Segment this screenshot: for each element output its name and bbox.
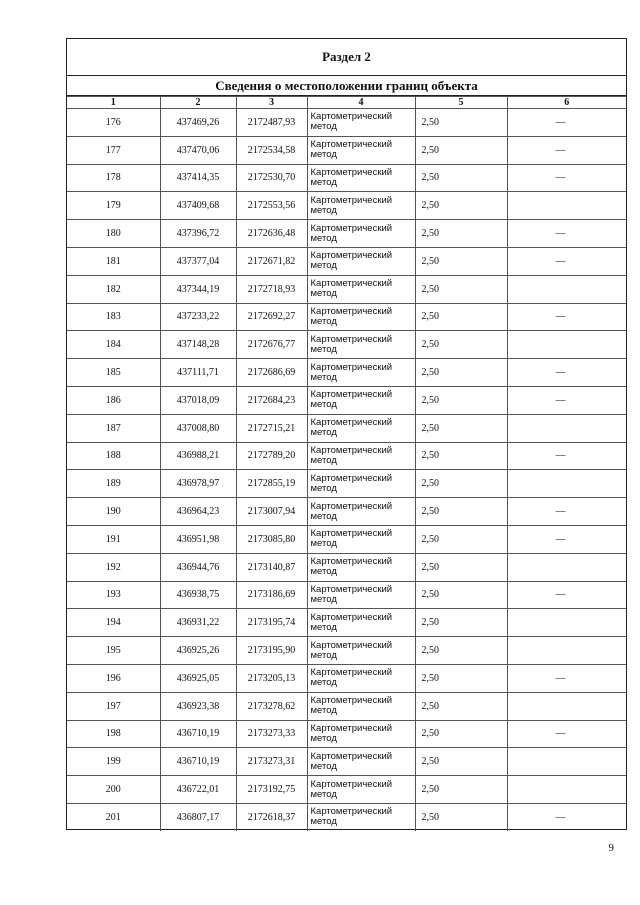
y-coordinate-cell: 2173195,74 [236, 609, 307, 637]
y-coordinate-cell: 2172618,37 [236, 803, 307, 830]
method-cell: Картометрический метод [307, 525, 415, 553]
accuracy-cell: 2,50 [415, 692, 507, 720]
column-header: 3 [236, 97, 307, 109]
method-cell: Картометрический метод [307, 386, 415, 414]
table-row [67, 220, 626, 248]
accuracy-cell: 2,50 [415, 192, 507, 220]
note-cell: — [507, 303, 626, 331]
y-coordinate-cell: 2172684,23 [236, 386, 307, 414]
method-cell: Картометрический метод [307, 275, 415, 303]
table-row [67, 386, 626, 414]
point-number-cell: 183 [67, 303, 160, 331]
table-row [67, 275, 626, 303]
table-row [67, 303, 626, 331]
note-cell [507, 470, 626, 498]
y-coordinate-cell: 2172487,93 [236, 109, 307, 137]
y-coordinate-cell: 2173192,75 [236, 776, 307, 804]
accuracy-cell: 2,50 [415, 220, 507, 248]
point-number-cell: 190 [67, 498, 160, 526]
y-coordinate-cell: 2172692,27 [236, 303, 307, 331]
x-coordinate-cell: 437469,26 [160, 109, 236, 137]
accuracy-cell: 2,50 [415, 748, 507, 776]
page-number: 9 [608, 842, 614, 854]
table-subtitle: Сведения о местоположении границ объекта [67, 76, 626, 96]
method-cell: Картометрический метод [307, 331, 415, 359]
column-header: 5 [415, 97, 507, 109]
point-number-cell: 194 [67, 609, 160, 637]
x-coordinate-cell: 436925,26 [160, 637, 236, 665]
y-coordinate-cell: 2173205,13 [236, 664, 307, 692]
note-cell: — [507, 359, 626, 387]
note-cell: — [507, 720, 626, 748]
x-coordinate-cell: 436722,01 [160, 776, 236, 804]
accuracy-cell: 2,50 [415, 331, 507, 359]
point-number-cell: 200 [67, 776, 160, 804]
point-number-cell: 201 [67, 803, 160, 830]
x-coordinate-cell: 437377,04 [160, 247, 236, 275]
table-row [67, 776, 626, 804]
point-number-cell: 191 [67, 525, 160, 553]
y-coordinate-cell: 2172715,21 [236, 414, 307, 442]
method-cell: Картометрический метод [307, 748, 415, 776]
method-cell: Картометрический метод [307, 442, 415, 470]
note-cell: — [507, 664, 626, 692]
point-number-cell: 186 [67, 386, 160, 414]
method-cell: Картометрический метод [307, 109, 415, 137]
accuracy-cell: 2,50 [415, 525, 507, 553]
note-cell [507, 692, 626, 720]
note-cell: — [507, 136, 626, 164]
note-cell [507, 776, 626, 804]
point-number-cell: 189 [67, 470, 160, 498]
note-cell [507, 192, 626, 220]
point-number-cell: 199 [67, 748, 160, 776]
method-cell: Картометрический метод [307, 220, 415, 248]
y-coordinate-cell: 2172676,77 [236, 331, 307, 359]
y-coordinate-cell: 2173140,87 [236, 553, 307, 581]
method-cell: Картометрический метод [307, 359, 415, 387]
accuracy-cell: 2,50 [415, 414, 507, 442]
y-coordinate-cell: 2172530,70 [236, 164, 307, 192]
y-coordinate-cell: 2172855,19 [236, 470, 307, 498]
y-coordinate-cell: 2173278,62 [236, 692, 307, 720]
table-row [67, 692, 626, 720]
y-coordinate-cell: 2172718,93 [236, 275, 307, 303]
accuracy-cell: 2,50 [415, 442, 507, 470]
note-cell: — [507, 220, 626, 248]
x-coordinate-cell: 437148,28 [160, 331, 236, 359]
note-cell: — [507, 109, 626, 137]
x-coordinate-cell: 436710,19 [160, 748, 236, 776]
point-number-cell: 184 [67, 331, 160, 359]
x-coordinate-cell: 436944,76 [160, 553, 236, 581]
method-cell: Картометрический метод [307, 498, 415, 526]
method-cell: Картометрический метод [307, 692, 415, 720]
table-row [67, 331, 626, 359]
note-cell [507, 637, 626, 665]
y-coordinate-cell: 2173273,33 [236, 720, 307, 748]
method-cell: Картометрический метод [307, 581, 415, 609]
point-number-cell: 179 [67, 192, 160, 220]
x-coordinate-cell: 437233,22 [160, 303, 236, 331]
column-header: 6 [507, 97, 626, 109]
note-cell: — [507, 247, 626, 275]
method-cell: Картометрический метод [307, 776, 415, 804]
x-coordinate-cell: 436938,75 [160, 581, 236, 609]
document-frame [66, 38, 627, 830]
point-number-cell: 187 [67, 414, 160, 442]
accuracy-cell: 2,50 [415, 136, 507, 164]
y-coordinate-cell: 2172789,20 [236, 442, 307, 470]
section-title: Раздел 2 [67, 39, 626, 76]
x-coordinate-cell: 437008,80 [160, 414, 236, 442]
method-cell: Картометрический метод [307, 553, 415, 581]
table-row [67, 637, 626, 665]
point-number-cell: 181 [67, 247, 160, 275]
column-header: 1 [67, 97, 160, 109]
accuracy-cell: 2,50 [415, 553, 507, 581]
note-cell [507, 275, 626, 303]
x-coordinate-cell: 436988,21 [160, 442, 236, 470]
note-cell [507, 414, 626, 442]
y-coordinate-cell: 2173273,31 [236, 748, 307, 776]
x-coordinate-cell: 436951,98 [160, 525, 236, 553]
table-row [67, 247, 626, 275]
y-coordinate-cell: 2172636,48 [236, 220, 307, 248]
column-header: 4 [307, 97, 415, 109]
point-number-cell: 197 [67, 692, 160, 720]
table-row [67, 164, 626, 192]
y-coordinate-cell: 2172686,69 [236, 359, 307, 387]
y-coordinate-cell: 2172534,58 [236, 136, 307, 164]
accuracy-cell: 2,50 [415, 581, 507, 609]
point-number-cell: 176 [67, 109, 160, 137]
x-coordinate-cell: 436978,97 [160, 470, 236, 498]
table-row [67, 803, 626, 830]
table-row [67, 664, 626, 692]
accuracy-cell: 2,50 [415, 247, 507, 275]
y-coordinate-cell: 2173195,90 [236, 637, 307, 665]
point-number-cell: 185 [67, 359, 160, 387]
x-coordinate-cell: 436925,05 [160, 664, 236, 692]
boundary-coordinates-table [67, 96, 626, 831]
x-coordinate-cell: 437018,09 [160, 386, 236, 414]
accuracy-cell: 2,50 [415, 303, 507, 331]
note-cell [507, 748, 626, 776]
method-cell: Картометрический метод [307, 164, 415, 192]
point-number-cell: 196 [67, 664, 160, 692]
x-coordinate-cell: 436923,38 [160, 692, 236, 720]
x-coordinate-cell: 436710,19 [160, 720, 236, 748]
x-coordinate-cell: 436964,23 [160, 498, 236, 526]
accuracy-cell: 2,50 [415, 470, 507, 498]
point-number-cell: 198 [67, 720, 160, 748]
table-row [67, 136, 626, 164]
note-cell [507, 609, 626, 637]
method-cell: Картометрический метод [307, 664, 415, 692]
table-row [67, 609, 626, 637]
x-coordinate-cell: 437111,71 [160, 359, 236, 387]
method-cell: Картометрический метод [307, 637, 415, 665]
column-number-row [67, 97, 626, 109]
method-cell: Картометрический метод [307, 470, 415, 498]
method-cell: Картометрический метод [307, 247, 415, 275]
point-number-cell: 192 [67, 553, 160, 581]
accuracy-cell: 2,50 [415, 275, 507, 303]
note-cell: — [507, 442, 626, 470]
point-number-cell: 178 [67, 164, 160, 192]
point-number-cell: 195 [67, 637, 160, 665]
x-coordinate-cell: 436807,17 [160, 803, 236, 830]
note-cell [507, 331, 626, 359]
table-row [67, 498, 626, 526]
x-coordinate-cell: 437409,68 [160, 192, 236, 220]
note-cell: — [507, 498, 626, 526]
accuracy-cell: 2,50 [415, 359, 507, 387]
y-coordinate-cell: 2172671,82 [236, 247, 307, 275]
note-cell: — [507, 386, 626, 414]
x-coordinate-cell: 436931,22 [160, 609, 236, 637]
table-row [67, 442, 626, 470]
point-number-cell: 177 [67, 136, 160, 164]
accuracy-cell: 2,50 [415, 164, 507, 192]
method-cell: Картометрический метод [307, 192, 415, 220]
accuracy-cell: 2,50 [415, 803, 507, 830]
method-cell: Картометрический метод [307, 803, 415, 830]
accuracy-cell: 2,50 [415, 386, 507, 414]
accuracy-cell: 2,50 [415, 609, 507, 637]
table-row [67, 109, 626, 137]
y-coordinate-cell: 2173186,69 [236, 581, 307, 609]
x-coordinate-cell: 437470,06 [160, 136, 236, 164]
table-row [67, 359, 626, 387]
method-cell: Картометрический метод [307, 609, 415, 637]
y-coordinate-cell: 2172553,56 [236, 192, 307, 220]
note-cell: — [507, 803, 626, 830]
table-row [67, 553, 626, 581]
method-cell: Картометрический метод [307, 136, 415, 164]
accuracy-cell: 2,50 [415, 664, 507, 692]
table-row [67, 470, 626, 498]
note-cell: — [507, 164, 626, 192]
point-number-cell: 180 [67, 220, 160, 248]
table-row [67, 414, 626, 442]
note-cell [507, 553, 626, 581]
point-number-cell: 188 [67, 442, 160, 470]
accuracy-cell: 2,50 [415, 498, 507, 526]
method-cell: Картометрический метод [307, 303, 415, 331]
column-header: 2 [160, 97, 236, 109]
accuracy-cell: 2,50 [415, 109, 507, 137]
accuracy-cell: 2,50 [415, 776, 507, 804]
table-row [67, 748, 626, 776]
table-row [67, 192, 626, 220]
method-cell: Картометрический метод [307, 720, 415, 748]
note-cell: — [507, 525, 626, 553]
y-coordinate-cell: 2173085,80 [236, 525, 307, 553]
accuracy-cell: 2,50 [415, 637, 507, 665]
table-row [67, 525, 626, 553]
x-coordinate-cell: 437414,35 [160, 164, 236, 192]
note-cell: — [507, 581, 626, 609]
point-number-cell: 193 [67, 581, 160, 609]
table-row [67, 720, 626, 748]
method-cell: Картометрический метод [307, 414, 415, 442]
accuracy-cell: 2,50 [415, 720, 507, 748]
y-coordinate-cell: 2173007,94 [236, 498, 307, 526]
point-number-cell: 182 [67, 275, 160, 303]
x-coordinate-cell: 437344,19 [160, 275, 236, 303]
x-coordinate-cell: 437396,72 [160, 220, 236, 248]
table-row [67, 581, 626, 609]
